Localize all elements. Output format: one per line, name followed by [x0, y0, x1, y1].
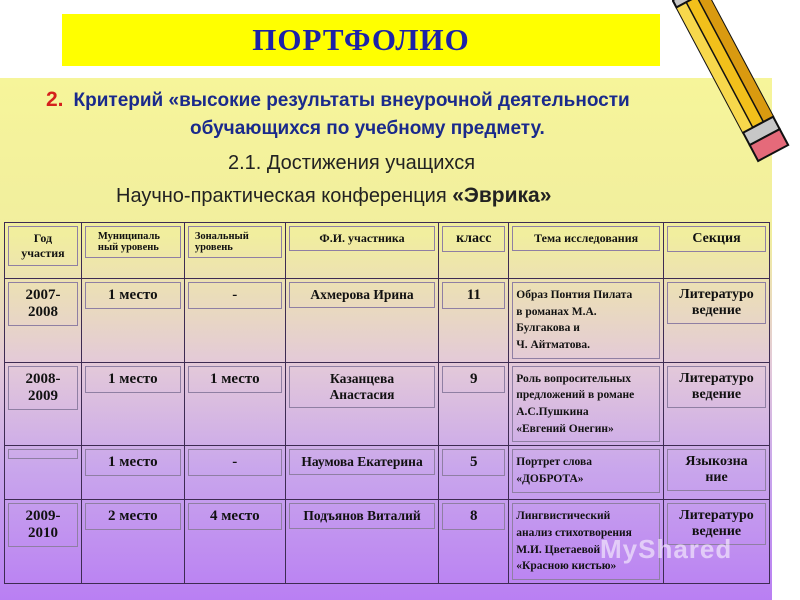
- header-zonal: Зональный уровень: [188, 226, 282, 258]
- header-participant: Ф.И. участника: [289, 226, 436, 251]
- year-cell: 2007- 2008: [8, 282, 78, 326]
- header-municipal: Муниципаль ный уровень: [85, 226, 181, 258]
- criterion-line-2: обучающихся по учебному предмету.: [190, 118, 545, 139]
- municipal-cell: 2 место: [85, 503, 181, 530]
- participant-cell: Наумова Екатерина: [289, 449, 436, 475]
- title-band: [62, 14, 660, 66]
- criterion-line-1: [46, 88, 766, 112]
- topic-cell: Лингвистический анализ стихотворения М.И. Цветаевой «Красною кистью»: [512, 503, 660, 580]
- header-topic: Тема исследования: [512, 226, 660, 251]
- section-cell: Языкозна ние: [667, 449, 766, 491]
- grade-cell: 9: [442, 366, 505, 393]
- topic-cell: Портрет слова «ДОБРОТА»: [512, 449, 660, 492]
- participant-cell: Ахмерова Ирина: [289, 282, 436, 308]
- participant-cell: Подъянов Виталий: [289, 503, 436, 529]
- grade-cell: 8: [442, 503, 505, 530]
- table-header-row: [5, 223, 770, 279]
- grade-cell: 11: [442, 282, 505, 309]
- topic-cell: Роль вопросительных предложений в романе А.С.Пушкина «Евгений Онегин»: [512, 366, 660, 443]
- conference-prefix: Научно-практическая конференция: [116, 185, 447, 207]
- criterion-number: 2.: [46, 88, 64, 111]
- year-cell: 2009- 2010: [8, 503, 78, 547]
- zonal-cell: 4 место: [188, 503, 282, 530]
- section-cell: Литературо ведение: [667, 503, 766, 545]
- topic-cell: Образ Понтия Пилата в романах М.А. Булгакова и Ч. Айтматова.: [512, 282, 660, 359]
- header-grade: класс: [442, 226, 505, 252]
- municipal-cell: 1 место: [85, 366, 181, 393]
- table-row: [5, 362, 770, 446]
- zonal-cell: 1 место: [188, 366, 282, 393]
- watermark: MyShared: [600, 534, 733, 564]
- year-cell: [8, 449, 78, 459]
- zonal-cell: -: [188, 282, 282, 309]
- zonal-cell: -: [188, 449, 282, 476]
- header-section: Секция: [667, 226, 766, 252]
- municipal-cell: 1 место: [85, 449, 181, 476]
- table-row: [5, 279, 770, 363]
- municipal-cell: 1 место: [85, 282, 181, 309]
- header-year: Год участия: [8, 226, 78, 266]
- subheading: 2.1. Достижения учащихся: [228, 152, 476, 174]
- conference-heading: [116, 184, 551, 208]
- conference-name: «Эврика»: [452, 184, 552, 207]
- section-cell: Литературо ведение: [667, 366, 766, 408]
- section-cell: Литературо ведение: [667, 282, 766, 324]
- participant-cell: Казанцева Анастасия: [289, 366, 436, 408]
- page-title: ПОРТФОЛИО: [252, 22, 470, 57]
- criterion-text-1: Критерий «высокие результаты внеурочной деятельности: [73, 90, 630, 111]
- year-cell: 2008- 2009: [8, 366, 78, 410]
- grade-cell: 5: [442, 449, 505, 476]
- table-row: [5, 446, 770, 500]
- portfolio-table: [4, 222, 770, 584]
